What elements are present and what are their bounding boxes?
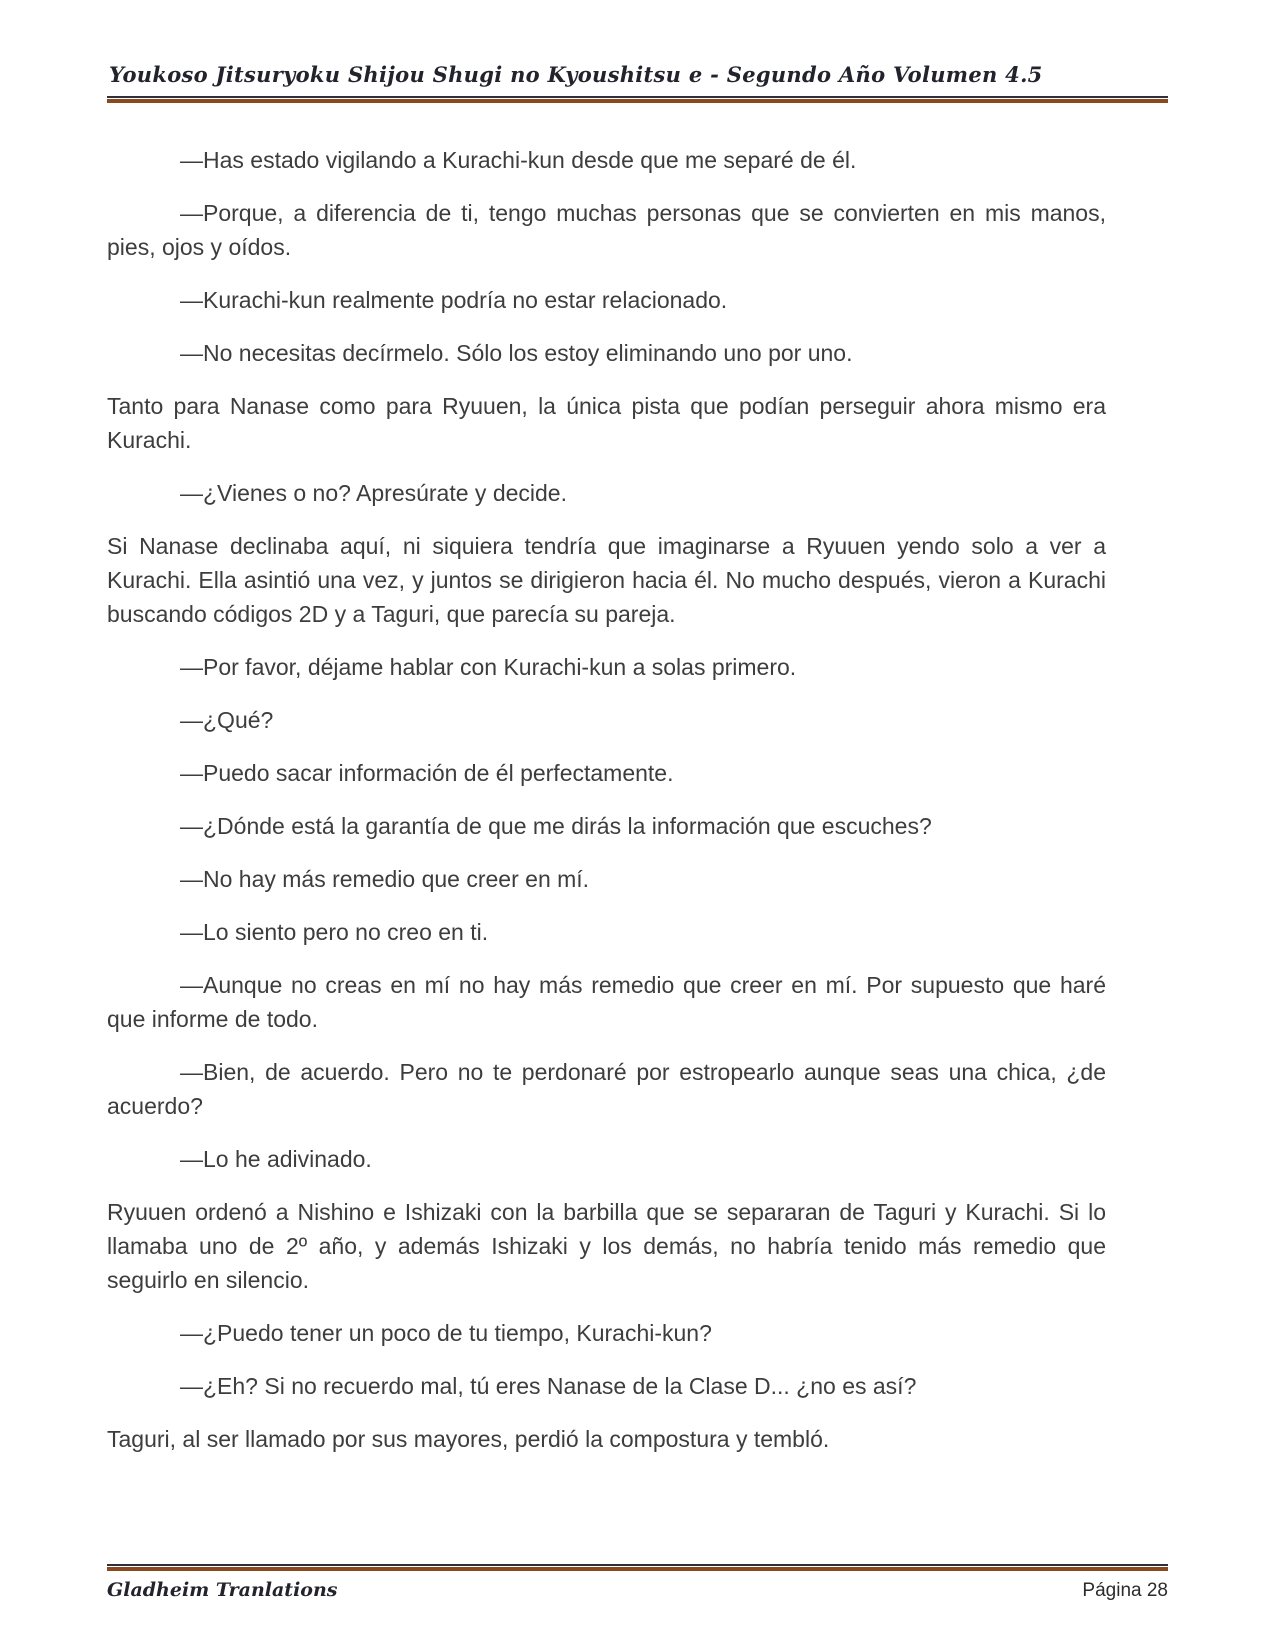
paragraph: Tanto para Nanase como para Ryuuen, la única pista que podían perseguir ahora mismo era Kurachi. (107, 393, 1106, 453)
paragraph: —¿Qué? (180, 707, 274, 733)
document-body (107, 143, 1168, 1456)
paragraph: —¿Eh? Si no recuerdo mal, tú eres Nanase de la Clase D... ¿no es así? (180, 1373, 917, 1399)
paragraph: —Puedo sacar información de él perfectamente. (180, 760, 674, 786)
paragraph: Si Nanase declinaba aquí, ni siquiera tendría que imaginarse a Ryuuen yendo solo a ver a Kurachi. Ella asintió una vez, y juntos se dirigieron hacia él. No mucho después, vieron a Kurachi buscando códigos 2D y a Taguri, que parecía su pareja. (107, 533, 1106, 627)
footer-rule-thick (107, 1567, 1168, 1571)
paragraph: —No hay más remedio que creer en mí. (180, 866, 590, 892)
footer-rule (107, 1564, 1168, 1571)
paragraph: Taguri, al ser llamado por sus mayores, perdió la compostura y tembló. (107, 1426, 830, 1452)
footer-rule-thin (107, 1564, 1168, 1566)
header-title: Youkoso Jitsuryoku Shijou Shugi no Kyoushitsu e - Segundo Año Volumen 4.5 (109, 62, 1043, 87)
paragraph: —Porque, a diferencia de ti, tengo muchas personas que se convierten en mis manos, pies, ojos y oídos. (107, 200, 1106, 260)
paragraph: —¿Dónde está la garantía de que me dirás la información que escuches? (180, 813, 932, 839)
paragraph: —Bien, de acuerdo. Pero no te perdonaré por estropearlo aunque seas una chica, ¿de acuerdo? (107, 1059, 1106, 1119)
paragraph: —¿Puedo tener un poco de tu tiempo, Kurachi-kun? (180, 1320, 712, 1346)
paragraph: —¿Vienes o no? Apresúrate y decide. (180, 480, 567, 506)
paragraph: —Has estado vigilando a Kurachi-kun desde que me separé de él. (180, 147, 857, 173)
paragraph: —Kurachi-kun realmente podría no estar relacionado. (180, 287, 728, 313)
footer-page-number: Página 28 (1082, 1580, 1168, 1601)
page-footer (107, 1564, 1168, 1602)
footer-translator-credit: Gladheim Tranlations (107, 1579, 338, 1601)
footer-row (107, 1579, 1168, 1602)
page-header (107, 62, 1168, 103)
paragraph: —Por favor, déjame hablar con Kurachi-kun a solas primero. (180, 654, 797, 680)
header-rule-thin (107, 96, 1168, 98)
header-rule-thick (107, 99, 1168, 103)
paragraph: —No necesitas decírmelo. Sólo los estoy eliminando uno por uno. (180, 340, 853, 366)
header-rule (107, 96, 1168, 103)
paragraph: —Lo siento pero no creo en ti. (180, 919, 489, 945)
paragraph: —Lo he adivinado. (180, 1146, 372, 1172)
paragraph: —Aunque no creas en mí no hay más remedio que creer en mí. Por supuesto que haré que informe de todo. (107, 972, 1106, 1032)
paragraph: Ryuuen ordenó a Nishino e Ishizaki con la barbilla que se separaran de Taguri y Kurachi. Si lo llamaba uno de 2º año, y además Ishizaki y los demás, no habría tenido más remedio que seguirlo en silencio. (107, 1199, 1106, 1293)
